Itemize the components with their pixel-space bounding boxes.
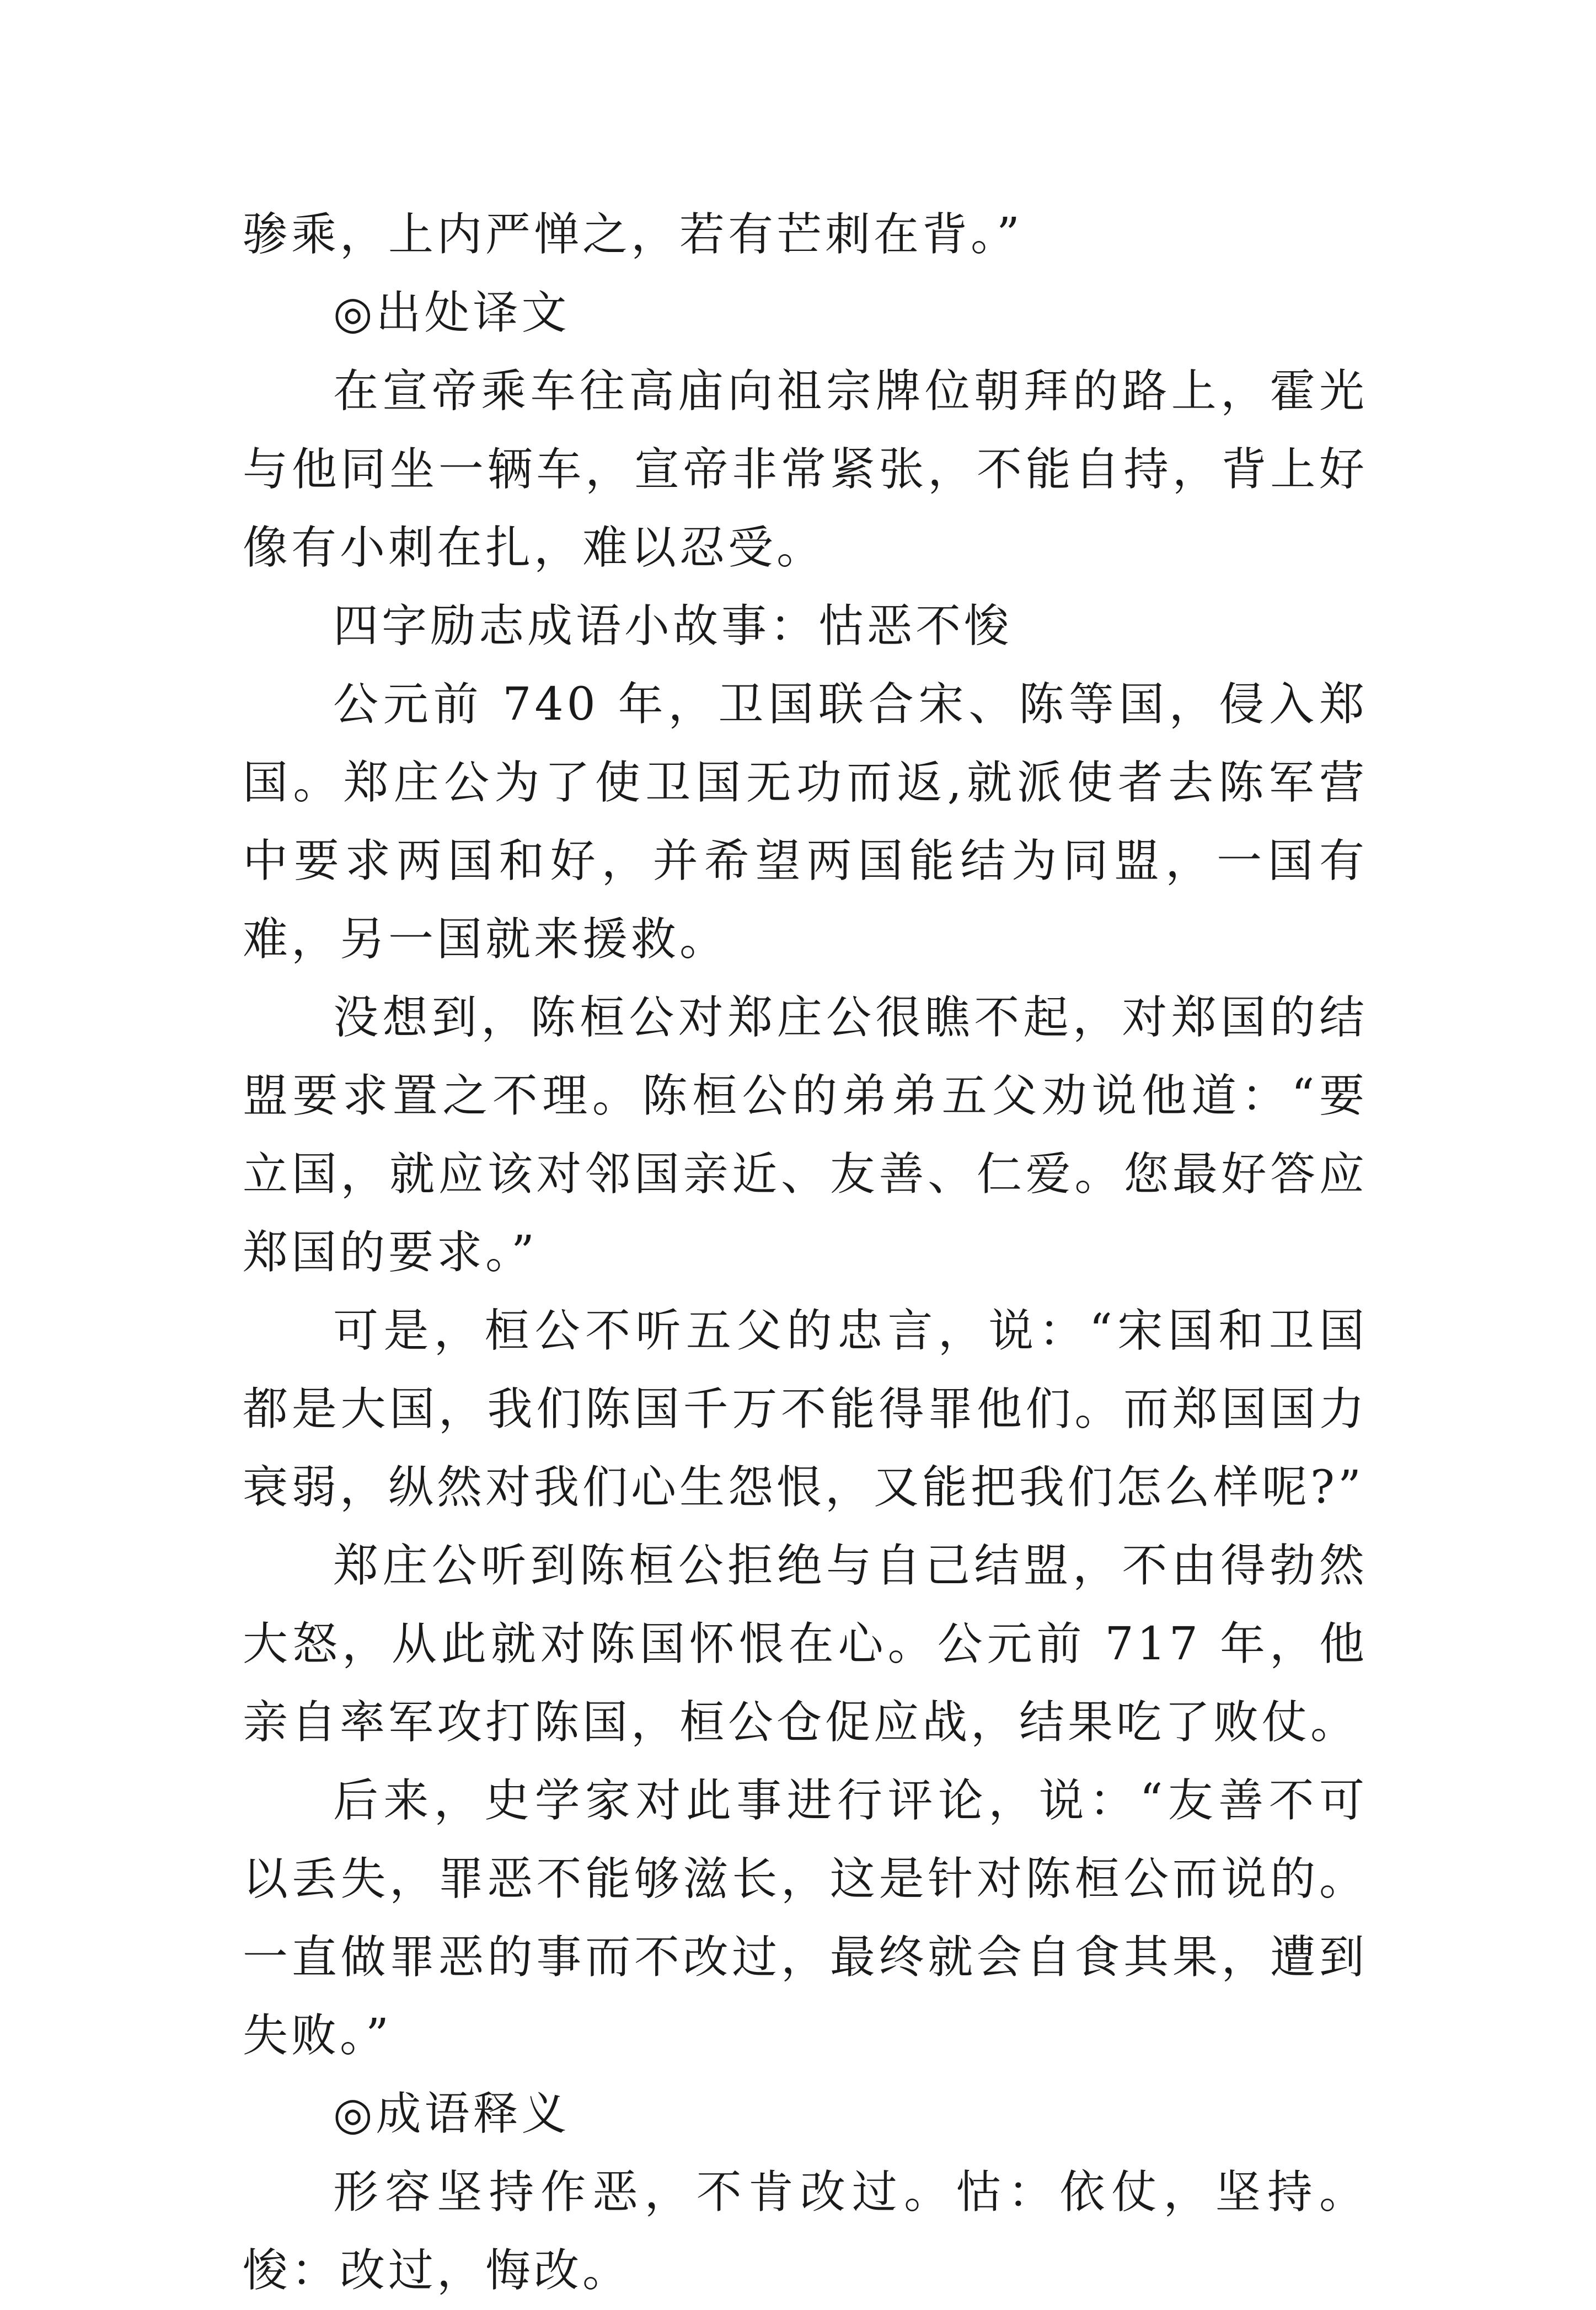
paragraph-continued-quote: 骖乘，上内严惮之，若有芒刺在背。” xyxy=(243,208,1023,261)
document-body xyxy=(243,196,1368,2310)
paragraph-story-5: 后来，史学家对此事进行评论，说：“友善不可以丢失，罪恶不能够滋长，这是针对陈桓公而说的。一直做罪恶的事而不改过，最终就会自食其果，遭到失败。” xyxy=(243,1775,1368,2062)
heading-story-title: 四字励志成语小故事：怙恶不悛 xyxy=(333,600,1013,652)
paragraph-story-1: 公元前 740 年，卫国联合宋、陈等国，侵入郑国。郑庄公为了使卫国无功而返,就派使者去陈军营中要求两国和好，并希望两国能结为同盟，一国有难，另一国就来援救。 xyxy=(243,678,1368,966)
paragraph-story-3: 可是，桓公不听五父的忠言，说：“宋国和卫国都是大国，我们陈国千万不能得罪他们。而郑国国力衰弱，纵然对我们心生怨恨，又能把我们怎么样呢?” xyxy=(243,1305,1368,1514)
paragraph-translation: 在宣帝乘车往高庙向祖宗牌位朝拜的路上，霍光与他同坐一辆车，宣帝非常紧张，不能自持，背上好像有小刺在扎，难以忍受。 xyxy=(243,365,1368,574)
paragraph-story-4: 郑庄公听到陈桓公拒绝与自己结盟，不由得勃然大怒，从此就对陈国怀恨在心。公元前 717 年，他亲自率军攻打陈国，桓公仓促应战，结果吃了败仗。 xyxy=(243,1540,1368,1749)
paragraph-story-2: 没想到，陈桓公对郑庄公很瞧不起，对郑国的结盟要求置之不理。陈桓公的弟弟五父劝说他道：“要立国，就应该对邻国亲近、友善、仁爱。您最好答应郑国的要求。” xyxy=(243,991,1368,1279)
heading-idiom-meaning: ◎成语释义 xyxy=(333,2088,570,2140)
paragraph-idiom-meaning: 形容坚持作恶，不肯改过。怙：依仗，坚持。悛：改过，悔改。 xyxy=(243,2166,1368,2297)
heading-source-translation: ◎出处译文 xyxy=(333,287,570,339)
